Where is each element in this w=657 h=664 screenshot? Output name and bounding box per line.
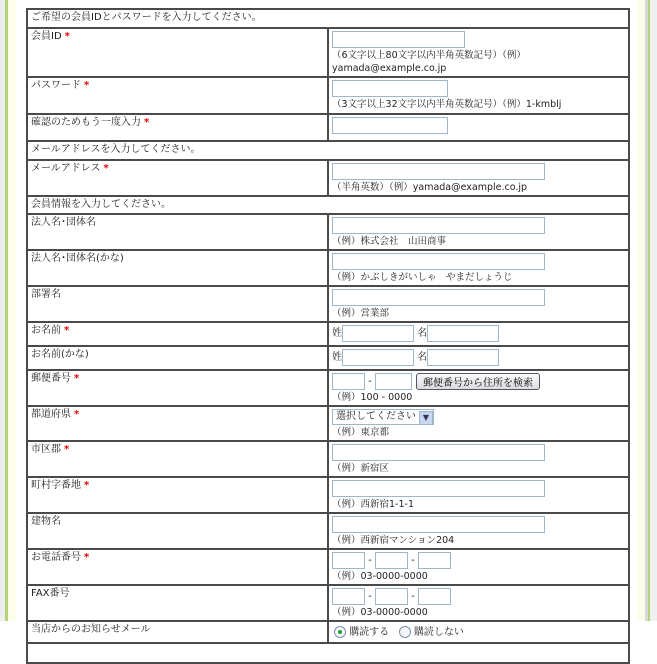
unsubscribe-label[interactable]: 購読しない: [413, 627, 464, 638]
label-fax: FAX番号: [27, 585, 328, 621]
sei-label: 姓: [332, 328, 342, 339]
section-header-email: メールアドレスを入力してください。: [27, 141, 629, 160]
department-hint: （例）営業部: [332, 308, 390, 319]
required-mark: *: [74, 373, 80, 384]
password-input[interactable]: [332, 80, 448, 97]
required-mark: *: [64, 325, 70, 336]
password-hint: （3文字以上32文字以内半角英数記号）（例）1-kmblj: [332, 99, 562, 110]
required-mark: *: [64, 31, 70, 42]
frame-padding-right: [637, 0, 645, 621]
company-hint: （例）株式会社 山田商事: [332, 236, 447, 247]
company-kana-hint: （例）かぶしきがいしゃ やまだしょうじ: [332, 272, 513, 283]
company-kana-input[interactable]: [332, 253, 545, 270]
city-hint: （例）新宿区: [332, 463, 390, 474]
required-mark: *: [144, 117, 150, 128]
city-input[interactable]: [332, 444, 545, 461]
subscribe-label[interactable]: 購読する: [349, 627, 390, 638]
first-name-input[interactable]: [427, 325, 499, 342]
newsletter-unsubscribe-radio[interactable]: [399, 626, 411, 638]
label-name-kana: お名前(かな): [27, 346, 328, 370]
dash: -: [411, 591, 415, 602]
dash: -: [368, 555, 372, 566]
company-input[interactable]: [332, 217, 545, 234]
member-id-input[interactable]: [332, 31, 465, 48]
required-mark: *: [64, 444, 70, 455]
required-mark: *: [74, 409, 80, 420]
dash: -: [368, 591, 372, 602]
first-name-kana-input[interactable]: [427, 349, 499, 366]
required-mark: *: [84, 80, 90, 91]
last-name-kana-input[interactable]: [342, 349, 414, 366]
required-mark: *: [84, 552, 90, 563]
label-phone: お電話番号 *: [27, 549, 328, 585]
label-department: 部署名: [27, 286, 328, 322]
mei-label: 名: [417, 352, 428, 363]
street-input[interactable]: [332, 480, 545, 497]
next-row: [27, 643, 629, 663]
building-hint: （例）西新宿マンション204: [332, 535, 455, 546]
email-hint: （半角英数）（例）yamada@example.co.jp: [332, 182, 528, 193]
label-street: 町村字番地 *: [27, 477, 328, 513]
window-edge-right: [650, 0, 657, 621]
phone-first-input[interactable]: [332, 552, 365, 569]
label-zip: 郵便番号 *: [27, 370, 328, 406]
label-password-confirm: 確認のためもう一度入力 *: [27, 114, 328, 141]
label-name: お名前 *: [27, 322, 328, 346]
label-newsletter: 当店からのお知らせメール: [27, 621, 328, 643]
prefecture-select[interactable]: 選択してください ▼: [332, 409, 434, 425]
newsletter-subscribe-radio[interactable]: [334, 626, 346, 638]
zip-search-button[interactable]: 郵便番号から住所を検索: [416, 373, 540, 390]
label-company: 法人名･団体名: [27, 214, 328, 250]
phone-second-input[interactable]: [375, 552, 408, 569]
zip-first-input[interactable]: [332, 373, 365, 390]
fax-first-input[interactable]: [332, 588, 365, 605]
email-input[interactable]: [332, 163, 545, 180]
label-company-kana: 法人名･団体名(かな): [27, 250, 328, 286]
password-confirm-input[interactable]: [332, 117, 448, 134]
fax-third-input[interactable]: [418, 588, 451, 605]
label-email: メールアドレス *: [27, 160, 328, 196]
dash: -: [411, 555, 415, 566]
zip-second-input[interactable]: [375, 373, 412, 390]
label-city: 市区郡 *: [27, 441, 328, 477]
chevron-down-icon[interactable]: ▼: [419, 411, 433, 425]
zip-hint: （例）100 - 0000: [332, 392, 413, 403]
registration-form: [26, 8, 630, 664]
required-mark: *: [84, 480, 90, 491]
sei-label: 姓: [332, 352, 342, 363]
dash: -: [368, 376, 372, 387]
required-mark: *: [103, 163, 109, 174]
label-prefecture: 都道府県 *: [27, 406, 328, 441]
section-header-member: 会員情報を入力してください。: [27, 196, 629, 214]
label-password: パスワード *: [27, 77, 328, 114]
label-member-id: 会員ID *: [27, 28, 328, 77]
last-name-input[interactable]: [342, 325, 414, 342]
fax-hint: （例）03-0000-0000: [332, 607, 428, 618]
phone-hint: （例）03-0000-0000: [332, 571, 428, 582]
label-building: 建物名: [27, 513, 328, 549]
member-id-hint: （6文字以上80文字以内半角英数記号）（例）yamada@example.co.jp: [332, 50, 526, 74]
mei-label: 名: [417, 328, 428, 339]
street-hint: （例）西新宿1-1-1: [332, 499, 414, 510]
phone-third-input[interactable]: [418, 552, 451, 569]
fax-second-input[interactable]: [375, 588, 408, 605]
building-input[interactable]: [332, 516, 545, 533]
prefecture-hint: （例）東京都: [332, 427, 390, 438]
section-header-account: ご希望の会員IDとパスワードを入力してください。: [27, 9, 629, 28]
frame-padding-left: [8, 0, 16, 621]
department-input[interactable]: [332, 289, 545, 306]
